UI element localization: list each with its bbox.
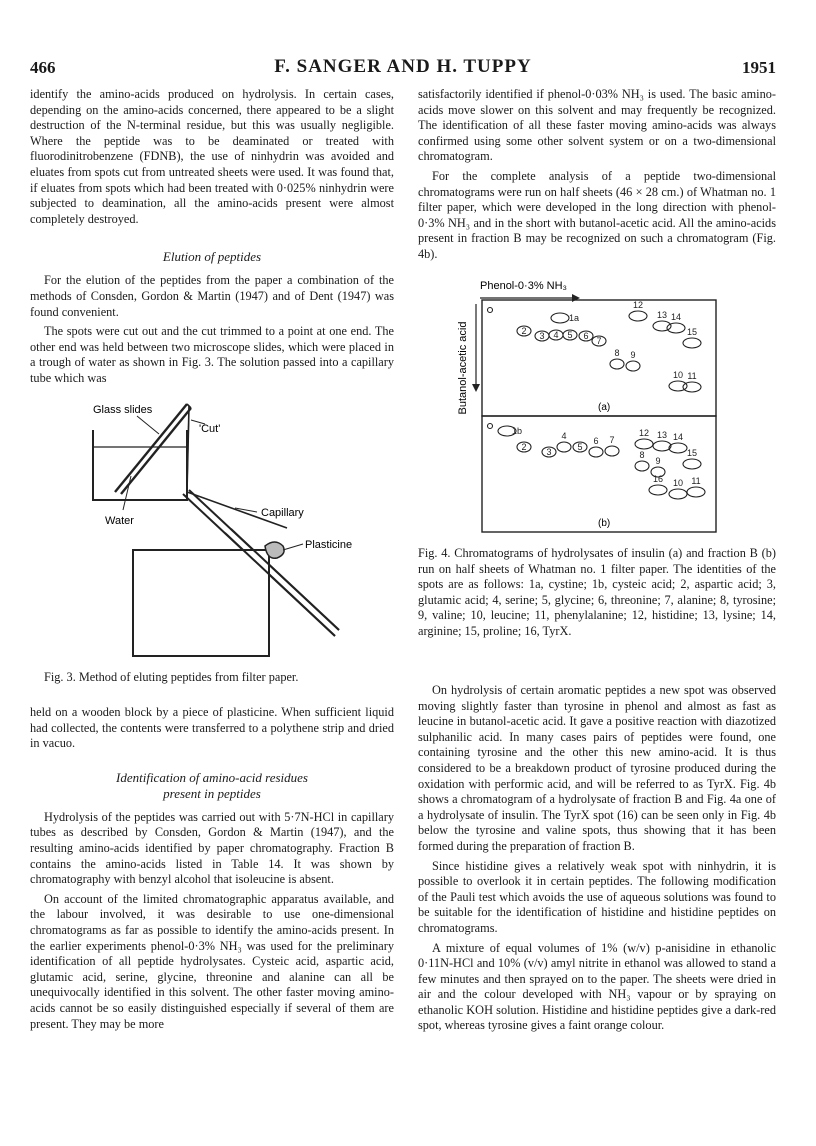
spot-label-a-2: 2 [521,326,527,336]
running-head: F. SANGER AND H. TUPPY [274,56,532,77]
x-axis-label: Phenol-0·3% NH₃ [480,280,568,292]
right-column-bottom [418,683,776,1034]
label-capillary: Capillary [261,507,304,519]
spot-b-8 [635,461,649,471]
origin-marker [488,424,493,429]
spot-label-b-4: 4 [561,431,567,441]
spot-label-a-7: 7 [596,336,602,346]
spot-label-a-11: 11 [687,371,697,381]
spot-label-b-2: 2 [521,442,527,452]
left-column-bottom [30,705,394,1032]
section-heading: Identification of amino-acid residues [116,769,308,785]
spot-label-b-6: 6 [593,436,599,446]
paragraph: Hydrolysis of the peptides was carried out with 5·7N-HCl in capillary tubes as described by Consden, Gordon & Martin (1947), and the resulting amino-acids identified by paper chromatography. Fraction B contains the amino-acids listed in Table 14. It was shown by chromatography with benzyl alcohol that isoleucine is absent. [30,809,394,887]
spot-b-11 [687,487,705,497]
spot-b-7 [605,446,619,456]
spot-label-b-13: 13 [656,430,668,440]
origin-marker [488,308,493,313]
page-number: 466 [30,58,56,77]
label-plasticine: Plasticine [305,539,353,551]
figure-3-diagram [75,398,375,660]
wooden-block [133,550,269,656]
paragraph: identify the amino-acids produced on hydrolysis. In certain cases, depending on the amino-acids concerned, there appeared to be a slight destruction of the N-terminal residue, but this was usually negligible. Where the peptide was to be deaminated or treated with fluorodinitrobenzene (FDNB), the use of ninhydrin was avoided and eluates from spots cut from untreated sheets were used. It was found that, if eluates from spots which had been treated with 0·025% ninhydrin were subjected to deamination, all the amino-acids present were almost completely destroyed. [30,87,394,226]
spot-label-a-9: 9 [630,350,636,360]
spot-label-b-16: 16 [652,474,664,484]
spot-a-15 [683,338,701,348]
spot-label-b-5: 5 [577,442,583,452]
spot-label-b-7: 7 [609,435,615,445]
paragraph: A mixture of equal volumes of 1% (w/v) p-anisidine in ethanolic 0·11N-HCl and 10% (v/v) amyl nitrite in ethanol was allowed to stand a few minutes and then sprayed on to the paper. The sheets were dried in air and the colour developed with NH₃ vapour or by spraying on ethanolic KOH solution. Histidine and histidine peptides give a dark-red spot, whereas tyrosine gives a faint orange colour. [418,940,776,1033]
spot-b-14 [669,443,687,453]
spot-b-10 [669,489,687,499]
paragraph: satisfactorily identified if phenol-0·03% NH₃ is used. The basic amino-acids move slower on this solvent and may frequently be recognized. The identification of all these faster moving amino-acids was always confirmed using some other solvent system or on a two-dimensional chromatogram. [418,87,776,164]
spot-a-1a [551,313,569,323]
spot-label-b-12: 12 [638,428,650,438]
paragraph: Since histidine gives a relatively weak spot with ninhydrin, it is possible to overlook it in certain peptides. The following modification of the Pauli test which avoids the use of aqueous solutions was found to be suitable for the identification of histidine and histidine peptides on chromatograms. [418,858,776,935]
water-trough [93,430,187,500]
spot-label-a-10: 10 [672,370,684,380]
right-column-top [418,87,776,263]
spot-label-a-6: 6 [583,331,589,341]
spot-b-16 [649,485,667,495]
spot-label-a-13: 13 [656,310,668,320]
figure-4-chromatograms [452,276,722,538]
panel-b-label: (b) [598,518,611,529]
section-heading: Elution of peptides [162,249,262,265]
spot-a-9 [626,361,640,371]
left-column-top [30,87,394,387]
spot-b-15 [683,459,701,469]
spot-b-4 [557,442,571,452]
spot-label-a-8: 8 [614,348,620,358]
paragraph: held on a wooden block by a piece of plasticine. When sufficient liquid had collected, the contents were transferred to a polythene strip and dried in vacuo. [30,705,394,751]
spot-label-b-14: 14 [672,432,684,442]
plasticine-blob [265,542,284,558]
spot-label-b-10: 10 [672,478,684,488]
y-axis-label: Butanol-acetic acid [457,321,469,415]
spot-label-a-3: 3 [539,331,545,341]
spot-label-b-3: 3 [546,447,552,457]
label-cut: 'Cut' [199,423,221,435]
spot-label-b-8: 8 [639,450,645,460]
spot-label-b-9: 9 [655,456,661,466]
spot-label-b-11: 11 [691,476,701,486]
spot-b-13 [653,441,671,451]
paragraph: For the complete analysis of a peptide two-dimensional chromatograms were run on half sheets (46 × 28 cm.) of Whatman no. 1 filter paper, which were developed in the long direction with phenol-0·3% NH₃ and in the short with butanol-acetic acid. All the amino-acids present in fraction B may be recognized on such a chromatogram (Fig. 4b). [418,168,776,261]
paragraph: On account of the limited chromatographic apparatus available, and the labour involved, it was desirable to use one-dimensional chromatograms as far as possible to identify the amino-acids present. In the earlier experiments phenol-0·3% NH₃ was used for the preliminary identification of all peptide hydrolysates. Cysteic acid, aspartic acid, glutamic acid, serine, glycine, threonine and alanine can all be unequivocally identified in this solvent. The other faster moving amino-acids cannot be so easily distinguished especially if several of them are present. They may be more [30,891,394,1031]
section-heading-cont: present in peptides [163,785,261,801]
spot-label-a-1a: 1a [568,313,580,323]
page-header [30,58,776,84]
panel-a-label: (a) [598,402,611,413]
spot-label-b-15: 15 [686,448,698,458]
spot-label-a-5: 5 [567,330,573,340]
paragraph: The spots were cut out and the cut trimmed to a point at one end. The other end was held between two microscope slides, which were placed in a trough of water as shown in Fig. 3. The solution passed into a capillary tube which was [30,324,394,385]
paragraph: On hydrolysis of certain aromatic peptides a new spot was observed moving slightly faster than tyrosine in phenol and almost as fast as leucine in butanol-acetic acid. It gave a positive reaction with diazotized sulphanilic acid. In many cases pairs of peptides were found, one containing tyrosine and the other this new amino-acid. It is thus considered to be a breakdown product of tyrosine produced during the oxidation with performic acid, and will be referred to as TyrX. Fig. 4b shows a chromatogram of a hydrolysate of fraction B and Fig. 4a one of a hydrolysate of insulin. The TyrX spot (16) can be seen only in Fig. 4b below the tyrosine and valine spots, thus showing that it has been formed during the preparation of fraction B. [418,683,776,853]
figure-3-caption: Fig. 3. Method of eluting peptides from filter paper. [44,670,299,684]
spot-a-12 [629,311,647,321]
spot-b-6 [589,447,603,457]
spot-b-12 [635,439,653,449]
spot-a-11 [683,382,701,392]
label-water: Water [105,515,134,527]
spot-label-a-12: 12 [632,300,644,310]
spot-a-8 [610,359,624,369]
spot-label-a-14: 14 [670,312,682,322]
year: 1951 [742,58,776,77]
spot-label-a-4: 4 [553,330,559,340]
figure-4-caption: Fig. 4. Chromatograms of hydrolysates of insulin (a) and fraction B (b) run on half sheets of Whatman no. 1 filter paper. The identities of the spots are as follows: 1a, cystine; 1b, cysteic acid; 2, aspartic acid; 3, glutamic acid; 4, serine; 5, glycine; 6, threonine; 7, alanine; 8, tyrosine; 9, valine; 10, leucine; 11, phenylalanine; 12, histidine; 13, lysine; 14, arginine; 15, proline; 16, TyrX. [418,546,776,638]
spot-label-a-15: 15 [686,327,698,337]
spot-label-b-1b: 1b [511,426,523,436]
paragraph: For the elution of the peptides from the paper a combination of the methods of Consden, Gordon & Martin (1947) and of Dent (1947) was found convenient. [30,273,394,319]
label-glass-slides: Glass slides [93,404,153,416]
